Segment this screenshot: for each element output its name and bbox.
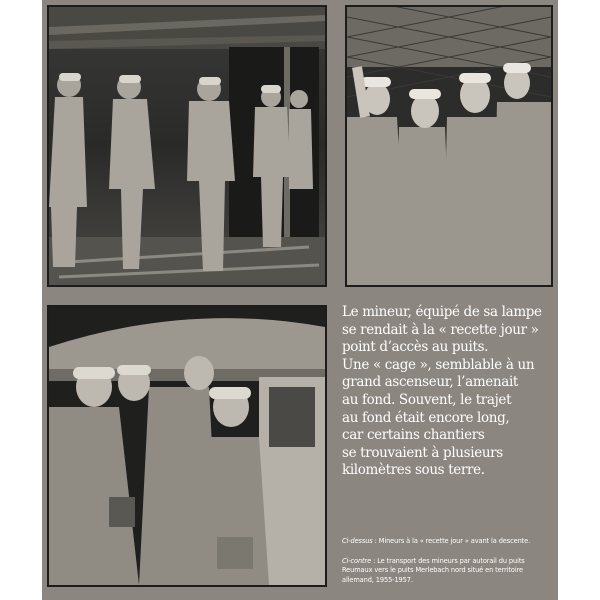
caption-text: : Mineurs à la « recette jour » avant la descente. [372,537,531,545]
caption-above [342,537,556,546]
photo-miners-entering-icon [47,5,327,287]
body-text-line: au fond. Souvent, le trajet [342,391,512,408]
body-text-line: point d’accès au puits. [342,339,489,356]
body-text-line: Le mineur, équipé de sa lampe [342,304,542,320]
caption-opposite [342,557,556,585]
body-text-line: se rendait à la « recette jour » [342,321,539,338]
body-text-line: Une « cage », semblable à un [342,356,535,373]
caption-text: : Le transport des mineurs par autorail du puits [371,557,525,565]
caption-line [342,557,556,566]
photo-miners-railcar-icon [47,305,327,587]
body-text-line: se trouvaient à plusieurs [342,444,503,461]
caption-line [342,537,556,546]
body-text-line: au fond était encore long, [342,409,510,426]
caption-line: allemand, 1955-1957. [342,575,413,584]
caption-prefix: Ci-contre [342,557,372,565]
photo-miners-cage-icon [345,5,553,287]
body-text-line: car certains chantiers [342,427,485,444]
body-text-line: kilomètres sous terre. [342,462,485,479]
caption-prefix: Ci-dessus [342,537,373,545]
body-text [342,304,556,480]
body-text-line: grand ascenseur, l’amenait [342,374,518,391]
caption-line: Reumaux vers le puits Merlebach nord situé en territoire [342,566,523,575]
